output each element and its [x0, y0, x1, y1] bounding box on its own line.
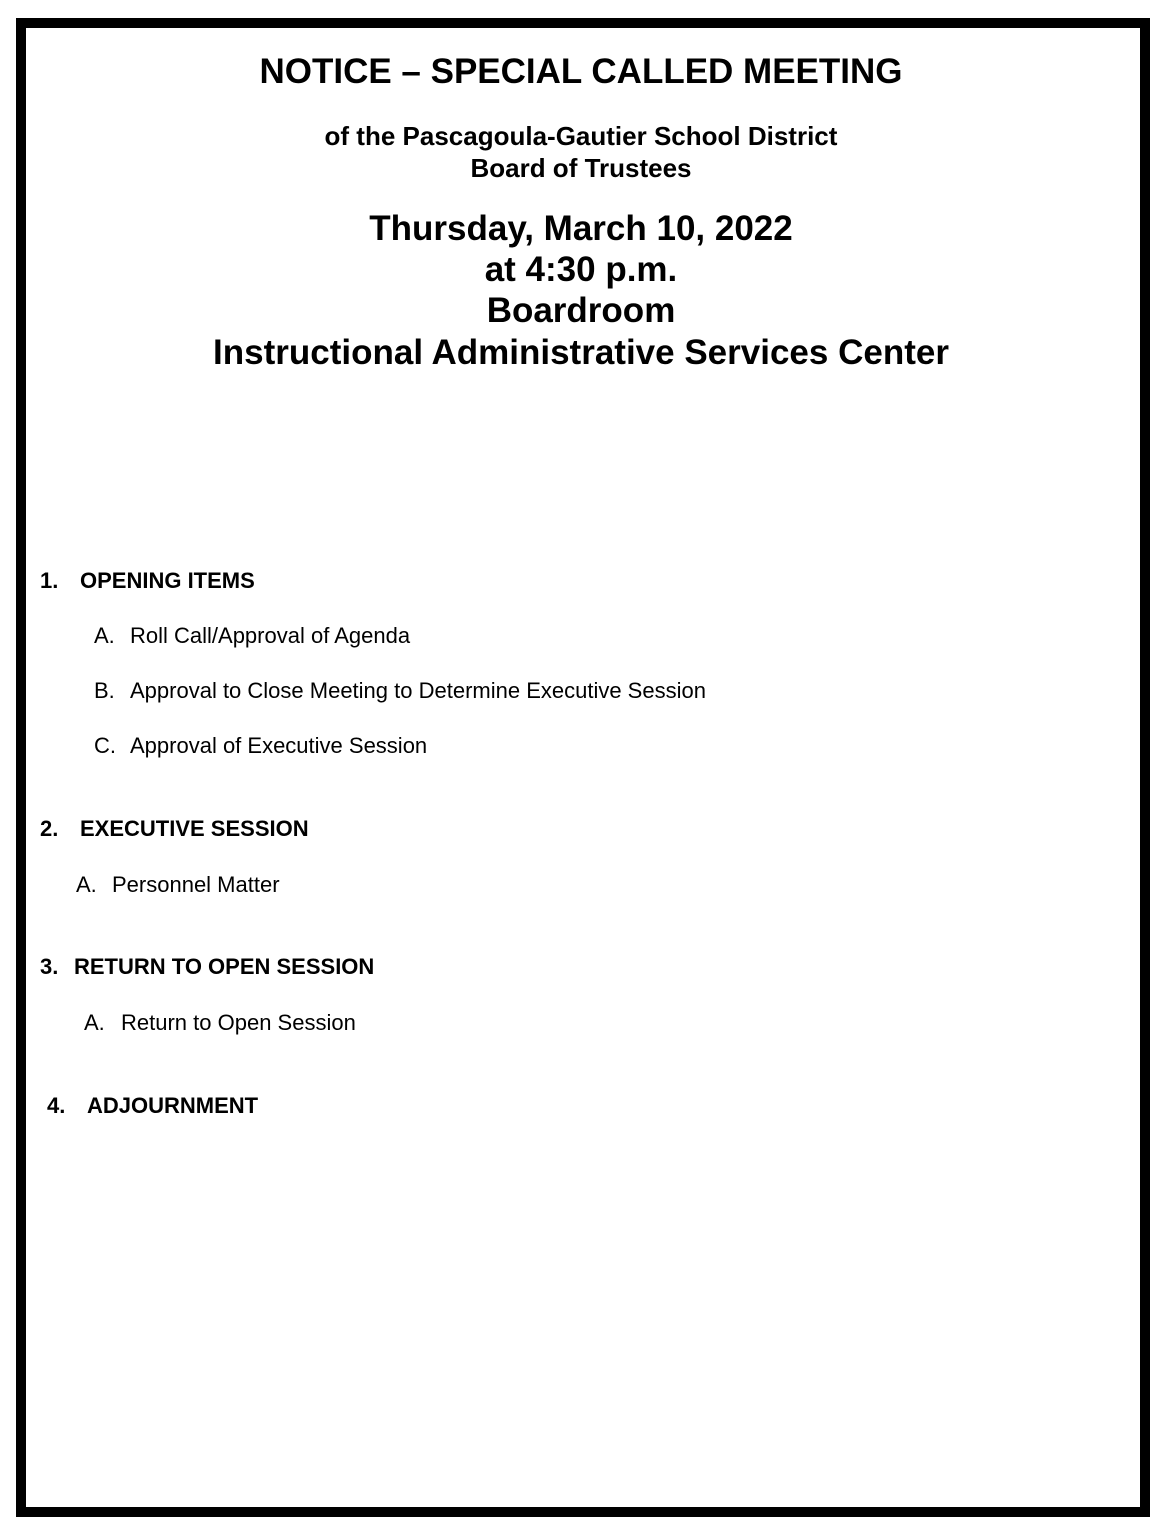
section-heading: ADJOURNMENT — [87, 1093, 259, 1118]
item-letter: A. — [84, 1010, 105, 1035]
district-name: of the Pascagoula-Gautier School District — [324, 121, 838, 151]
item-letter: C. — [94, 733, 116, 758]
item-letter: A. — [76, 872, 97, 897]
agenda-item — [94, 622, 410, 650]
item-text: Personnel Matter — [112, 872, 280, 897]
agenda-section-adjournment — [47, 1092, 258, 1120]
item-text: Return to Open Session — [121, 1010, 356, 1035]
agenda-section-return-to-open-session — [40, 953, 374, 981]
section-heading: EXECUTIVE SESSION — [80, 816, 309, 841]
agenda-item — [84, 1009, 356, 1037]
agenda-section-opening-items — [40, 567, 255, 595]
item-text: Roll Call/Approval of Agenda — [130, 623, 411, 648]
agenda-item — [76, 871, 280, 899]
board-name: Board of Trustees — [470, 153, 692, 183]
section-heading: RETURN TO OPEN SESSION — [74, 954, 375, 979]
section-number: 4. — [47, 1093, 66, 1118]
meeting-room: Boardroom — [486, 291, 676, 330]
section-number: 2. — [40, 816, 59, 841]
agenda-item — [94, 732, 427, 760]
section-number: 3. — [40, 954, 59, 979]
item-letter: B. — [94, 678, 115, 703]
section-heading: OPENING ITEMS — [80, 568, 255, 593]
item-text: Approval to Close Meeting to Determine Executive Session — [130, 678, 706, 703]
meeting-date: Thursday, March 10, 2022 — [369, 209, 793, 248]
agenda-item — [94, 677, 706, 705]
item-letter: A. — [94, 623, 115, 648]
item-text: Approval of Executive Session — [130, 733, 428, 758]
section-number: 1. — [40, 568, 59, 593]
meeting-building: Instructional Administrative Services Center — [213, 333, 949, 372]
notice-title: NOTICE – SPECIAL CALLED MEETING — [259, 52, 903, 91]
agenda-section-executive-session — [40, 815, 309, 843]
meeting-time: at 4:30 p.m. — [484, 250, 678, 289]
